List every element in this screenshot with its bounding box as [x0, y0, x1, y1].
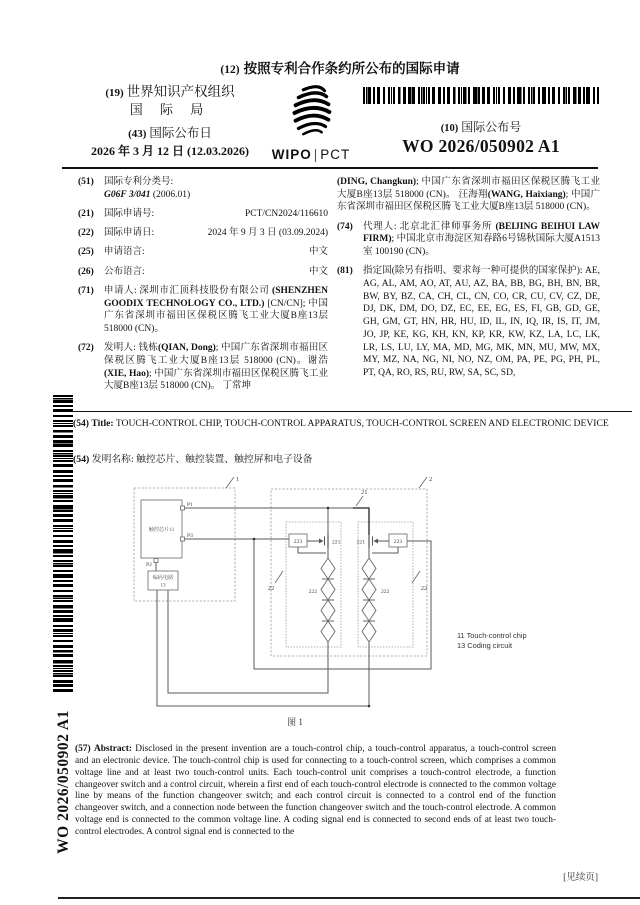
- inventor-1-en: (QIAN, Dong): [158, 343, 216, 354]
- inid-51: (51): [78, 177, 94, 187]
- agent-text: 代理人: 北京北汇律师事务所 (BEIJING BEIHUI LAW FIRM); 中国北京市海淀区知春路6号锦秋国际大厦A1513室 100190 (CN)。: [363, 221, 600, 258]
- inid-21: (21): [78, 208, 94, 219]
- inid-54-en: (54): [73, 418, 89, 429]
- field-81-designated-states: [337, 265, 600, 379]
- ref-label-22-right: 22: [420, 585, 428, 592]
- title-english: [73, 418, 625, 431]
- inid-25: (25): [78, 247, 94, 258]
- ipc-label: 国际专利分类号:: [104, 177, 174, 187]
- port-p3-pad: [181, 537, 185, 541]
- coding-wire-right: [157, 590, 369, 706]
- field-71-applicant: [78, 285, 328, 336]
- legend-touch-chip: 11 Touch-control chip: [457, 631, 527, 640]
- ipc-year: (2006.01): [150, 189, 191, 200]
- figure-caption: 图 1: [287, 717, 303, 727]
- ref-label-223-right: 223: [393, 538, 403, 545]
- field-21: [78, 208, 328, 221]
- filing-language: 中文: [308, 247, 328, 258]
- field-72-inventors: [78, 342, 328, 393]
- ref-label-222-right: 222: [381, 589, 390, 595]
- designated-states-text: 指定国(除另有指明、要求每一种可提供的国家保护): AE, AG, AL, AM, AO, AT, AU, AZ, BA, BB, BG, BH, BN, BR, BW, BY, BZ, CA, CH, CL, CN, CO, CR, CU, CV, CZ, DE, DJ, DK, DM, DO, DZ, EC, EE, EG, ES, FI, GB, GD, GE, GH, GM, GT, HN, HR, HU, ID, IL, IN, IQ, IR, IS, IT, JM, JO, JP, KE, KG, KH, KN, KP, KR, KW, KZ, LA, LC, LK, LR, LS, LU, LY, MA, MD, MG, MK, MN, MU, MW, MX, MY, MZ, NA, NG, NI, NO, NZ, OM, PA, PE, PG, PH, PL, PT, QA, RO, RS, RU, RW, SA, SC, SD,: [363, 266, 600, 379]
- biblio-right-column: [337, 176, 600, 386]
- inid-22: (22): [78, 228, 94, 239]
- inventors-text: 发明人: 钱栋(QIAN, Dong); 中国广东省深圳市福田区保税区腾飞工业大厦B座13层 518000 (CN)。谢浩(XIE, Hao); 中国广东省深圳市福田区保税区腾飞工业大厦B座13层 518000 (CN)。 丁常坤: [104, 343, 329, 392]
- publication-number: WO 2026/050902 A1: [402, 136, 560, 156]
- applicant-text: 申请人: 深圳市汇顶科技股份有限公司 (SHENZHEN GOODIX TECHNOLOGY CO., LTD.) [CN/CN]; 中国广东省深圳市福田区保税区腾飞工业大厦B座13层 518000 (CN)。: [104, 285, 328, 334]
- switch-left: [307, 535, 328, 548]
- pct-text: PCT: [320, 147, 351, 162]
- legend-coding-circuit: 13 Coding circuit: [457, 641, 513, 650]
- inid-57: (57): [75, 744, 91, 754]
- field-25: [78, 246, 328, 259]
- pubno-label: 国际公布号: [461, 120, 522, 134]
- screen-box-2: [271, 489, 427, 656]
- ref-label-223-left: 223: [293, 538, 303, 545]
- port-p2-label: P2: [146, 562, 152, 568]
- filing-lang-label: 申请语言:: [104, 247, 145, 258]
- inventors-continuation: (DING, Changkun); 中国广东省深圳市福田区保税区腾飞工业大厦B座13层 518000 (CN)。 汪海翔(WANG, Haixiang); 中国广东省深圳市福田区保税区腾飞工业大厦B座13层 518000 (CN)。: [337, 177, 600, 213]
- wipo-globe-icon: [282, 84, 340, 140]
- inid-74: (74): [337, 221, 353, 232]
- pubdate-label: 国际公布日: [149, 126, 212, 141]
- port-p3-label: P3: [187, 533, 193, 539]
- inid-10: (10): [440, 123, 459, 134]
- header-divider: [62, 167, 598, 169]
- switch-right: [369, 535, 389, 548]
- field-26: [78, 266, 328, 279]
- title-chinese: [73, 451, 625, 465]
- wipo-logo-block: [253, 84, 369, 162]
- publication-language: 中文: [308, 266, 328, 277]
- control-loop-wire: [254, 539, 431, 669]
- port-p2-pad: [154, 559, 158, 563]
- title-divider: [72, 411, 632, 412]
- appno-label: 国际申请号:: [104, 208, 155, 219]
- title-label: Title:: [91, 418, 114, 429]
- abstract-text: Disclosed in the present invention are a touch-control chip, a touch-control apparatus, a touch-control screen and an electronic device. The touch-control chip is used for connecting to a touch-control screen, which comprises a common voltage line and at least two touch-control units. Each touch-control unit comprises a touch-control electrode, a function changeover switch and a control circuit, wherein a first end of each touch-control electrode is connected to the common voltage line by means of the function changeover switch; and each control circuit is connected to a control end of the function changeover switch, and a connection node between the function changeover switch and the touch-control electrode. A common voltage end is connected to the common voltage line. A coding signal end is connected to second ends of at least two touch-control electrodes. A control signal end is connected to the: [75, 744, 557, 837]
- abstract-label: Abstract:: [93, 744, 132, 754]
- continuation-note: [见续页]: [563, 873, 598, 883]
- org-line: [75, 83, 265, 101]
- junction-dots: [253, 507, 371, 708]
- side-publication-number: WO 2026/050902 A1: [55, 710, 72, 854]
- field-51: [78, 176, 328, 201]
- gate-arrow-left: [319, 539, 324, 544]
- inid-43: (43): [128, 128, 147, 141]
- ref-label-221-left: 221: [332, 539, 341, 546]
- ref-label-221-right: 221: [356, 539, 365, 546]
- inid-26: (26): [78, 266, 94, 277]
- common-line-dark-segment: [353, 508, 369, 535]
- inid-12: (12): [220, 64, 240, 76]
- ref-label-22-left: 22: [267, 585, 275, 592]
- wordmark-separator: |: [313, 147, 319, 162]
- inid-19: (19): [105, 87, 124, 99]
- side-barcode: [53, 395, 73, 693]
- port-p1-label: P1: [187, 502, 193, 508]
- issuing-office-block: [75, 83, 265, 159]
- application-number: PCT/CN2024/116610: [244, 208, 328, 219]
- bottom-edge-line: [58, 897, 640, 899]
- inid-81: (81): [337, 266, 353, 277]
- ref-label-1: 1: [236, 476, 240, 483]
- electrode-right: [362, 558, 376, 642]
- inid-71: (71): [78, 285, 94, 296]
- applicant-en-name: (SHENZHEN GOODIX TECHNOLOGY CO., LTD.): [104, 285, 328, 309]
- biblio-left-column: [78, 176, 328, 400]
- pct-publication-heading: [40, 57, 640, 77]
- pct-heading-text: 按照专利合作条约所公布的国际申请: [243, 61, 460, 76]
- name-label: 发明名称:: [91, 454, 137, 465]
- ref-label-222-left: 222: [308, 589, 317, 595]
- pub-lang-label: 公布语言:: [104, 266, 145, 277]
- inventor-3-en: (DING, Changkun): [337, 177, 417, 187]
- abstract-block: [75, 744, 556, 839]
- ipc-value: [104, 189, 328, 202]
- pubno-label-line: [363, 118, 599, 135]
- port-p1-pad: [181, 506, 185, 510]
- org-name: 世界知识产权组织: [126, 84, 235, 99]
- filing-date-label: 国际申请日:: [104, 228, 155, 239]
- inid-54-zh: (54): [73, 454, 90, 465]
- wipo-pct-wordmark: [253, 147, 369, 162]
- agent-en-name: (BEIJING BEIHUI LAW FIRM): [363, 221, 600, 245]
- coding-circuit-label: 编码电路: [152, 575, 174, 581]
- title-zh-text: 触控芯片、触控装置、触控屏和电子设备: [136, 454, 313, 465]
- coding-circuit-num: 13: [160, 582, 166, 589]
- wipo-text: WIPO: [271, 147, 312, 162]
- ref-label-2: 2: [429, 476, 433, 483]
- filing-date: 2024 年 9 月 3 日 (03.09.2024): [207, 228, 328, 239]
- coding-wire-left: [168, 590, 328, 693]
- title-en-text: TOUCH-CONTROL CHIP, TOUCH-CONTROL APPARATUS, TOUCH-CONTROL SCREEN AND ELECTRONIC DEVICE: [113, 418, 609, 429]
- electrode-left: [321, 558, 335, 642]
- inventor-2-en: (XIE, Hao): [104, 368, 150, 379]
- ipc-code: G06F 3/041: [104, 189, 151, 200]
- inventor-4-en: (WANG, Haixiang): [487, 189, 566, 200]
- touch-chip-label: 触控芯片11: [148, 527, 175, 533]
- field-22: [78, 227, 328, 240]
- pubdate-value: 2026 年 3 月 12 日 (12.03.2026): [91, 143, 249, 158]
- field-74-agent: [337, 221, 600, 259]
- publication-number-block: [363, 118, 599, 157]
- publication-barcode: [363, 87, 599, 104]
- country-codes: AE, AG, AL, AM, AO, AT, AU, AZ, BA, BB, BG, BH, BN, BR, BW, BY, BZ, CA, CH, CL, CN, CO, CR, CU, CV, CZ, DE, DJ, DK, DM, DO, DZ, EC, EE, EG, ES, FI, GB, GD, GE, GH, GM, GT, HN, HR, HU, ID, IL, IN, IQ, IR, IS, IT, JM, JO, JP, KE, KG, KH, KN, KP, KR, KW, KZ, LA, LC, LK, LR, LS, LU, LY, MA, MD, MG, MK, MN, MU, MW, MX, MY, MZ, NA, NG, NI, NO, NZ, OM, PA, PE, PG, PH, PL, PT, QA, RO, RS, RU, RW, SA, SC, SD,: [363, 266, 600, 379]
- figure-1-circuit-diagram: [95, 473, 640, 731]
- ref-label-21: 21: [361, 489, 368, 496]
- org-bureau: 国 际 局: [129, 101, 211, 117]
- inid-72: (72): [78, 343, 94, 354]
- gate-arrow-right: [373, 539, 378, 544]
- pubdate-label-line: [75, 125, 265, 141]
